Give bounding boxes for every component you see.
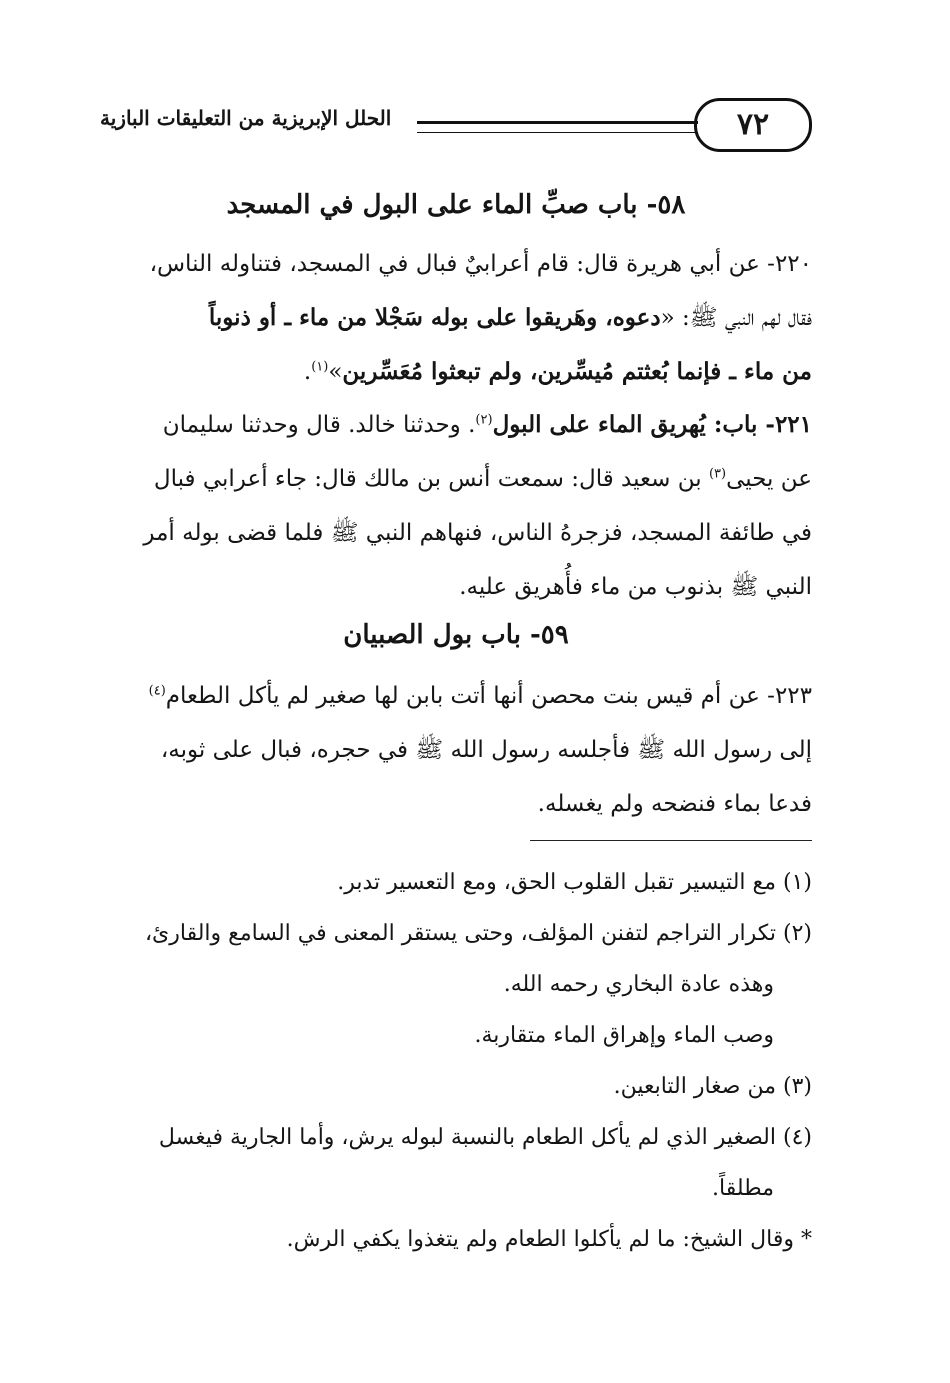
footnote-ref-3[interactable]: (٣): [708, 466, 727, 482]
footnote-ref-1[interactable]: (١): [311, 359, 329, 375]
footnote-1: (١) مع التيسير تقبل القلوب الحق، ومع التعسير تدبر.: [337, 870, 812, 895]
footnote-2: (٢) تكرار التراجم لتفنن المؤلف، وحتى يستقر المعنى في السامع والقارئ،: [144, 921, 812, 946]
hadith-220-line-2: [100, 291, 812, 345]
period: .: [303, 359, 312, 385]
page-number: ٧٢: [694, 98, 812, 152]
hadith-221-chapter: ٢٢١- باب: يُهريق الماء على البول: [492, 411, 812, 438]
hadith-223: [100, 669, 812, 831]
hadith-223-line-3: فدعا بماء فنضحه ولم يغسله.: [537, 791, 812, 817]
footnote-3: (٣) من صغار التابعين.: [613, 1074, 812, 1099]
page-header: [100, 98, 812, 160]
narrator-name: عن يحيى: [726, 466, 812, 492]
footnotes: [100, 857, 812, 1265]
hadith-220-line-3: [100, 345, 812, 399]
hadith-221-line-4: النبي ﷺ بذنوب من ماء فأُهريق عليه.: [459, 574, 812, 600]
chapter-heading-59: ٥٩- باب بول الصبيان: [343, 620, 569, 650]
hadith-220: [100, 237, 812, 399]
hadith-220-quote-end: من ماء ـ فإنما بُعثتم مُيسِّرين، ولم تبعثوا مُعَسِّرين: [342, 358, 812, 385]
footnote-2-cont-2: وصب الماء وإهراق الماء متقاربة.: [474, 1023, 774, 1048]
hadith-221-line-1: [100, 398, 812, 452]
running-title: الحلل الإبريزية من التعليقات البازية: [100, 106, 392, 130]
sheikh-note: * وقال الشيخ: ما لم يأكلوا الطعام ولم يتغذوا يكفي الرش.: [286, 1227, 812, 1252]
hadith-220-text: فقال لهم النبي ﷺ: «: [660, 305, 812, 331]
footnote-4: (٤) الصغير الذي لم يأكل الطعام بالنسبة لبوله يرش، وأما الجارية فيغسل: [158, 1125, 812, 1150]
hadith-220-line-1: ٢٢٠- عن أبي هريرة قال: قام أعرابيٌ فبال في المسجد، فتناوله الناس،: [149, 251, 812, 277]
hadith-221: [100, 398, 812, 614]
footnote-ref-2[interactable]: (٢): [475, 412, 493, 428]
footnote-4-cont: مطلقاً.: [712, 1176, 774, 1201]
hadith-223-line-1: [100, 669, 812, 723]
chapter-heading-58: ٥٨- باب صبِّ الماء على البول في المسجد: [226, 190, 686, 220]
hadith-221-text: . وحدثنا خالد. قال وحدثنا سليمان: [162, 412, 476, 438]
header-rule: [417, 121, 698, 133]
footnote-separator: [530, 840, 812, 841]
footnote-ref-4[interactable]: (٤): [148, 683, 166, 699]
hadith-220-quote: دعوه، وهَريقوا على بوله سَجْلا من ماء ـ أو ذنوباً: [208, 304, 661, 331]
hadith-223-line-2: إلى رسول الله ﷺ فأجلسه رسول الله ﷺ في حجره، فبال على ثوبه،: [160, 737, 812, 763]
hadith-221-text-2: بن سعيد قال: سمعت أنس بن مالك قال: جاء أعرابي فبال: [153, 466, 709, 492]
hadith-223-text: ٢٢٣- عن أم قيس بنت محصن أنها أتت بابن لها صغير لم يأكل الطعام: [165, 683, 812, 709]
hadith-221-line-2: [100, 452, 812, 506]
footnote-2-cont-1: وهذه عادة البخاري رحمه الله.: [503, 972, 774, 997]
quote-close: »: [328, 359, 343, 385]
hadith-221-line-3: في طائفة المسجد، فزجرهُ الناس، فنهاهم النبي ﷺ فلما قضى بوله أمر: [143, 520, 812, 546]
